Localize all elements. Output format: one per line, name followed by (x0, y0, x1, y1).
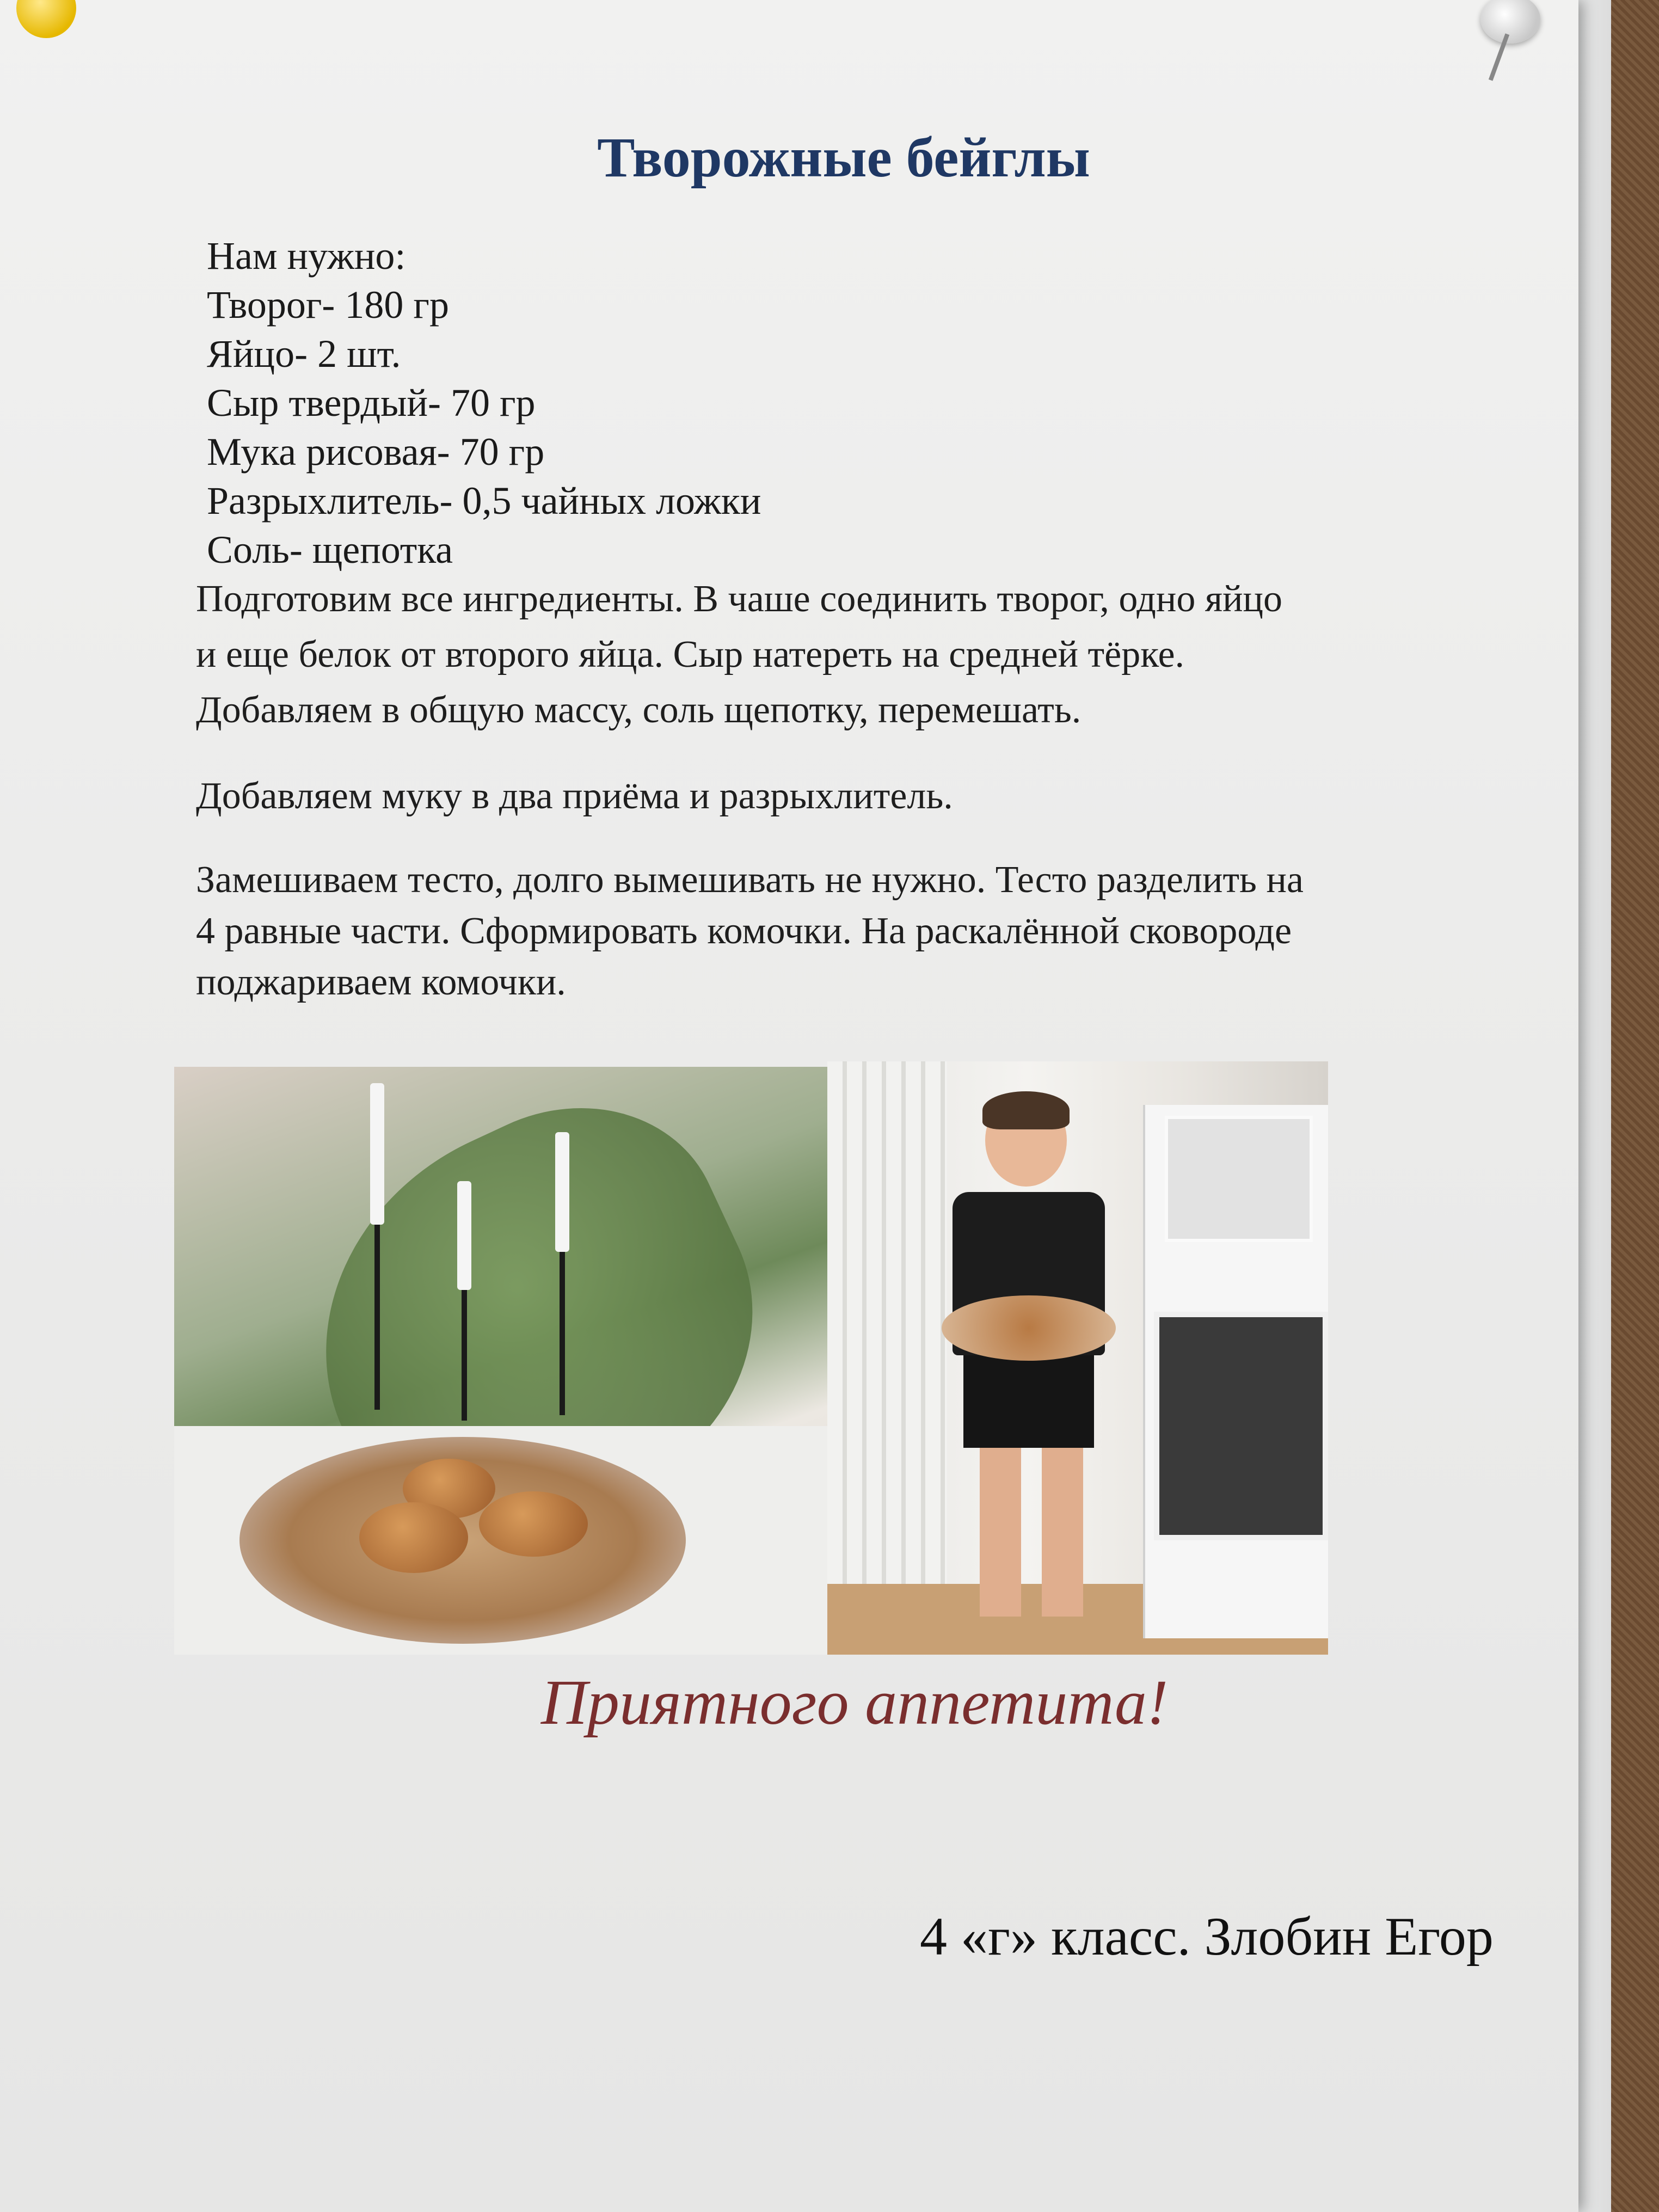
step-paragraph-3 (196, 855, 1304, 1008)
push-pin-clear (1480, 0, 1540, 44)
candle (555, 1132, 569, 1252)
step-line: Замешиваем тесто, долго вымешивать не нужно. Тесто разделить на (196, 859, 1304, 901)
photo-boy-with-bagels (827, 1061, 1328, 1655)
step-line: 4 равные части. Сформировать комочки. На раскалённой сковороде (196, 910, 1292, 952)
boy-shorts (963, 1355, 1094, 1448)
push-pin-yellow (16, 0, 76, 38)
boy-hair (982, 1091, 1070, 1129)
ingredients-list (207, 231, 761, 574)
closing-wish: Приятного аппетита! (540, 1667, 1169, 1738)
tray-with-bagels (942, 1295, 1116, 1361)
step-line: поджариваем комочки. (196, 961, 566, 1003)
step-line: Добавляем муку в два приёма и разрыхлитель. (196, 775, 953, 817)
candle-holder (462, 1290, 467, 1421)
step-paragraph-2 (196, 769, 953, 824)
ingredient-item: Яйцо- 2 шт. (207, 332, 401, 376)
ingredient-item: Сыр твердый- 70 гр (207, 381, 536, 425)
step-line: Добавляем в общую массу, соль щепотку, перемешать. (196, 689, 1082, 731)
ingredient-item: Мука рисовая- 70 гр (207, 430, 545, 474)
recipe-title: Творожные бейглы (597, 126, 1090, 189)
bagel (479, 1491, 588, 1557)
candle (457, 1181, 471, 1290)
step-line: и еще белок от второго яйца. Сыр натереть на средней тёрке. (196, 634, 1185, 675)
ingredient-item: Творог- 180 гр (207, 283, 449, 327)
ingredient-item: Соль- щепотка (207, 528, 453, 572)
candle (370, 1083, 384, 1225)
bagel (359, 1502, 468, 1573)
author-signature: 4 «г» класс. Злобин Егор (920, 1906, 1494, 1967)
step-paragraph-1 (196, 572, 1282, 738)
curtain (827, 1061, 947, 1655)
ingredient-item: Разрыхлитель- 0,5 чайных ложки (207, 479, 761, 523)
ingredients-heading: Нам нужно: (207, 234, 406, 278)
photo-bagels-on-tray (174, 1067, 827, 1655)
oven (1154, 1312, 1328, 1540)
microwave (1165, 1116, 1313, 1242)
boy-legs (980, 1442, 1083, 1617)
step-line: Подготовим все ингредиенты. В чаше соединить творог, одно яйцо (196, 578, 1282, 620)
candle-holder (374, 1225, 380, 1410)
candle-holder (560, 1252, 565, 1415)
